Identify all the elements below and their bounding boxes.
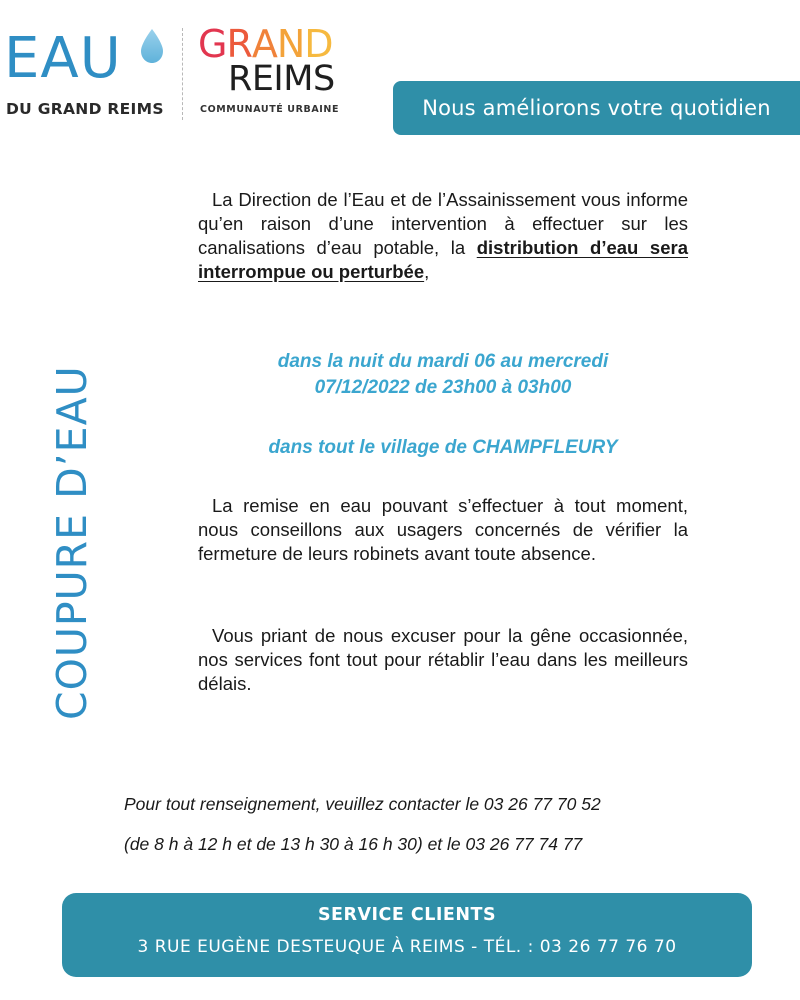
notice-intro-end: ,: [424, 261, 430, 282]
service-clients-title: SERVICE CLIENTS: [317, 905, 497, 925]
interruption-date: [198, 349, 688, 401]
service-clients-box: [62, 893, 752, 977]
eau-logo-subtitle: DU GRAND REIMS: [6, 100, 164, 118]
notice-intro-text: La Direction de l’Eau et de l’Assainissement vous informe qu’en raison d’une intervention à effectuer sur les canalisations d’eau potable, la: [198, 189, 688, 258]
water-drop-icon: [138, 28, 166, 64]
notice-paragraph-advice: [198, 494, 688, 566]
reims-logo-word: REIMS: [228, 59, 335, 99]
grand-letter: G: [198, 22, 227, 66]
slogan-banner: [393, 81, 800, 135]
notice-paragraph-intro: [198, 188, 688, 284]
contact-line-1: Pour tout renseignement, veuillez contacter le 03 26 77 70 52: [124, 794, 601, 814]
grand-letter: R: [226, 22, 252, 66]
interruption-notice: distribution d’eau sera interrompue ou perturbée: [198, 237, 688, 282]
slogan-text: Nous améliorons votre quotidien: [422, 96, 771, 120]
service-clients-address: 3 RUE EUGÈNE DESTEUQUE À REIMS - TÉL. : 03 26 77 76 70: [137, 937, 677, 957]
interruption-location: dans tout le village de CHAMPFLEURY: [268, 437, 618, 458]
grand-letter: A: [251, 22, 277, 66]
grand-letter: N: [276, 22, 305, 66]
eau-logo-word: EAU: [4, 26, 122, 91]
interruption-date-line-2: 07/12/2022 de 23h00 à 03h00: [314, 377, 572, 398]
grand-letter: D: [304, 22, 333, 66]
interruption-date-line-1: dans la nuit du mardi 06 au mercredi: [277, 351, 609, 372]
notice-advice-text: La remise en eau pouvant s’effectuer à tout moment, nous conseillons aux usagers concernés de vérifier la fermeture de leurs robinets avant toute absence.: [198, 495, 688, 564]
contact-line-2: (de 8 h à 12 h et de 13 h 30 à 16 h 30) et le 03 26 77 74 77: [124, 834, 583, 854]
grand-reims-logo: [196, 22, 366, 122]
notice-paragraph-apology: [198, 624, 688, 696]
eau-du-grand-reims-logo: [4, 26, 174, 126]
notice-apology-text: Vous priant de nous excuser pour la gêne occasionnée, nos services font tout pour rétablir l’eau dans les meilleurs délais.: [198, 625, 688, 694]
logo-divider: [182, 28, 183, 120]
coupure-deau-side-label: COUPURE D’EAU: [48, 365, 96, 720]
grand-reims-logo-subtitle: COMMUNAUTÉ URBAINE: [200, 104, 340, 115]
